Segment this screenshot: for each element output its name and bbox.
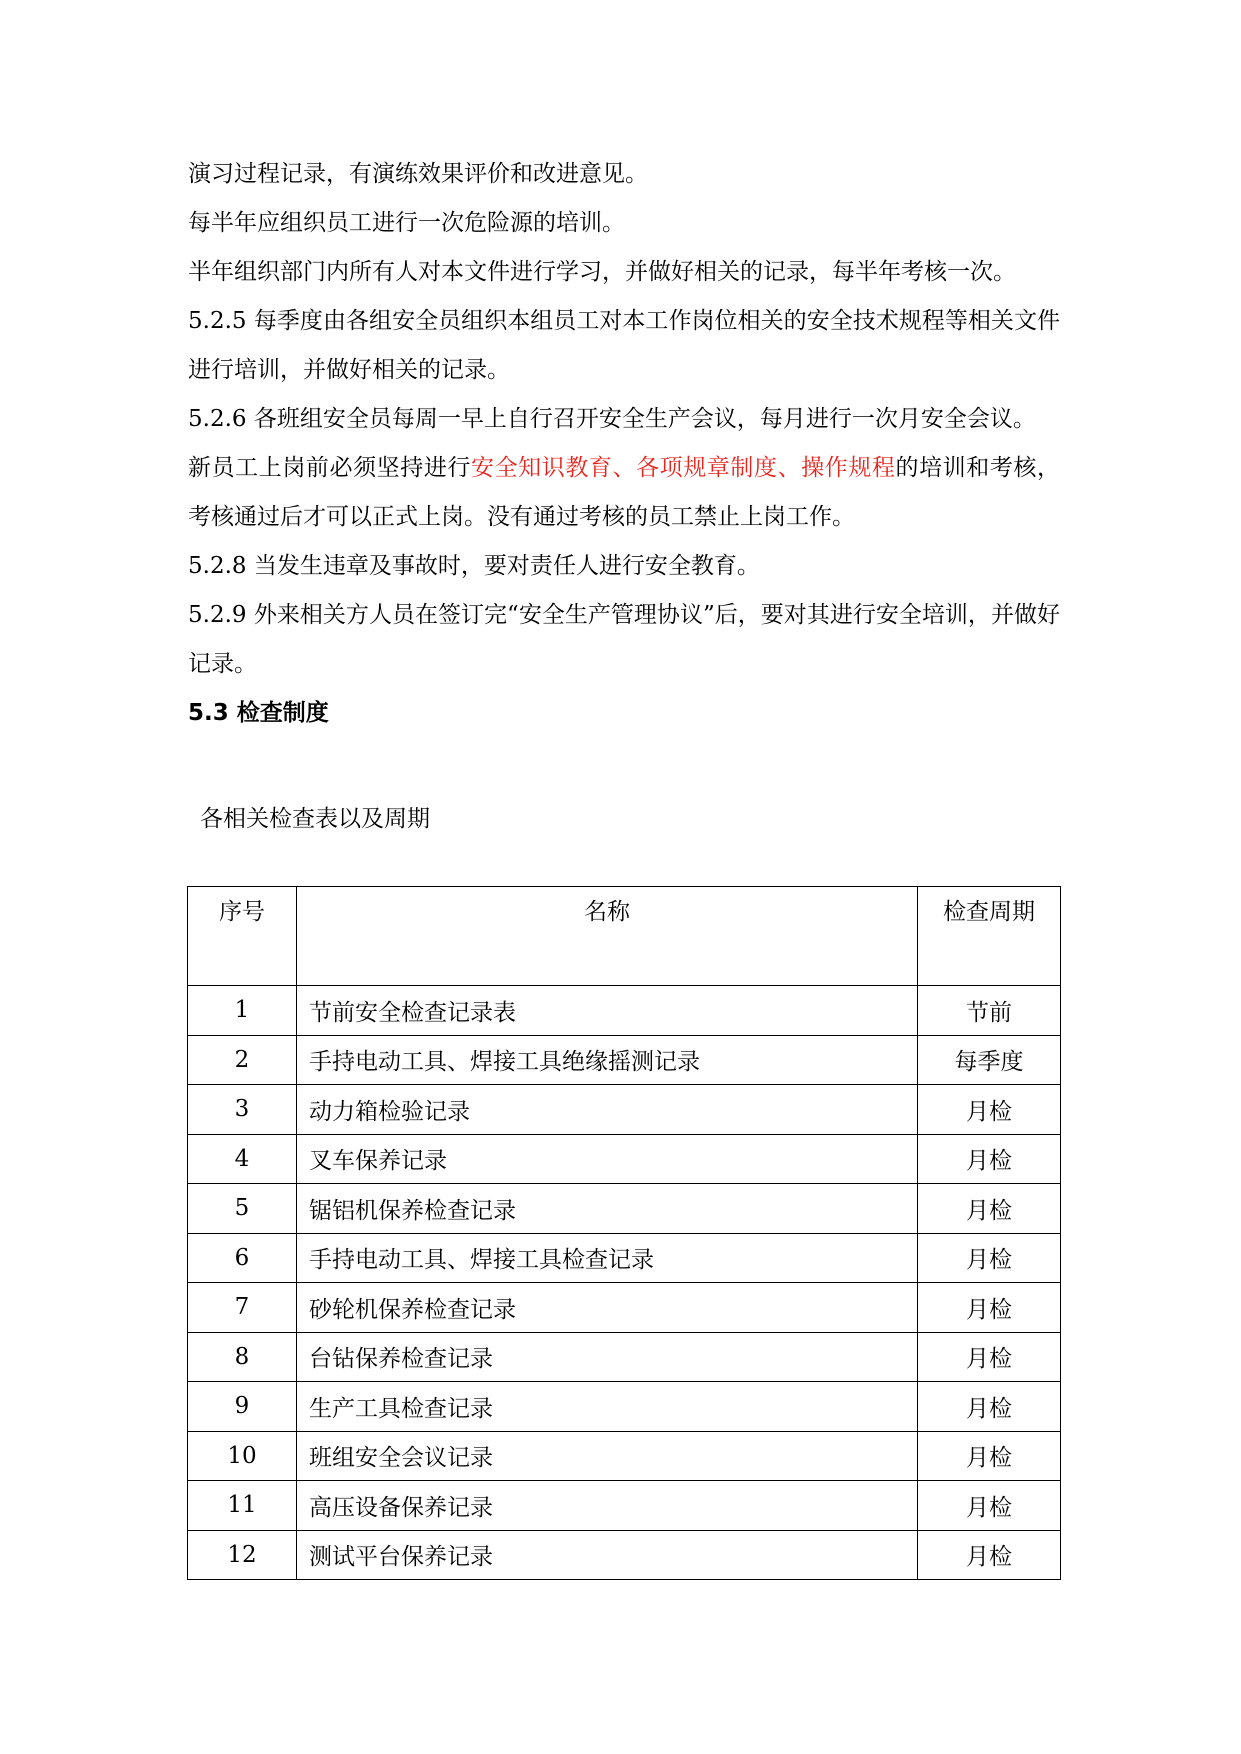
- table-row: [188, 1233, 1061, 1283]
- paragraph-half-year-study: 半年组织部门内所有人对本文件进行学习，并做好相关的记录，每半年考核一次。: [188, 259, 1016, 285]
- table-row: [188, 1431, 1061, 1481]
- cell-no: 8: [188, 1332, 297, 1382]
- cell-no: 12: [188, 1530, 297, 1580]
- cell-no: 11: [188, 1481, 297, 1531]
- table-row: [188, 1481, 1061, 1531]
- table-row: [188, 1184, 1061, 1234]
- paragraph-5-2-8: 5.2.8 当发生违章及事故时，要对责任人进行安全教育。: [188, 553, 760, 579]
- cell-period: 月检: [918, 1233, 1061, 1283]
- table-row: [188, 1085, 1061, 1135]
- header-name: 名称: [297, 887, 918, 986]
- cell-name: 高压设备保养记录: [297, 1481, 918, 1531]
- cell-name: 叉车保养记录: [297, 1134, 918, 1184]
- cell-period: 月检: [918, 1481, 1061, 1531]
- cell-name: 班组安全会议记录: [297, 1431, 918, 1481]
- cell-period: 节前: [918, 986, 1061, 1036]
- cell-period: 月检: [918, 1382, 1061, 1432]
- table-row: [188, 1283, 1061, 1333]
- cell-no: 7: [188, 1283, 297, 1333]
- paragraph-drill-record: 演习过程记录，有演练效果评价和改进意见。: [188, 161, 648, 187]
- table-header-row: [188, 887, 1061, 986]
- cell-no: 9: [188, 1382, 297, 1432]
- cell-period: 月检: [918, 1530, 1061, 1580]
- cell-name: 台钻保养检查记录: [297, 1332, 918, 1382]
- cell-period: 每季度: [918, 1035, 1061, 1085]
- cell-period: 月检: [918, 1283, 1061, 1333]
- table-row: [188, 1035, 1061, 1085]
- cell-name: 手持电动工具、焊接工具绝缘摇测记录: [297, 1035, 918, 1085]
- cell-no: 1: [188, 986, 297, 1036]
- paragraph-5-2-5: 5.2.5 每季度由各组安全员组织本组员工对本工作岗位相关的安全技术规程等相关文件进行培训，并做好相关的记录。: [188, 308, 1060, 383]
- header-period: 检查周期: [918, 887, 1061, 986]
- new-staff-before: 新员工上岗前必须坚持进行: [188, 455, 471, 481]
- cell-no: 6: [188, 1233, 297, 1283]
- cell-no: 4: [188, 1134, 297, 1184]
- cell-period: 月检: [918, 1085, 1061, 1135]
- table-row: [188, 986, 1061, 1036]
- cell-no: 5: [188, 1184, 297, 1234]
- document-body: [188, 150, 1060, 834]
- header-no: 序号: [188, 887, 297, 986]
- cell-period: 月检: [918, 1184, 1061, 1234]
- cell-name: 手持电动工具、焊接工具检查记录: [297, 1233, 918, 1283]
- paragraph-new-staff: [188, 444, 1060, 542]
- new-staff-highlight: 安全知识教育、各项规章制度、操作规程: [471, 455, 896, 481]
- paragraph-5-2-9: 5.2.9 外来相关方人员在签订完“安全生产管理协议”后，要对其进行安全培训，并做好记录。: [188, 602, 1060, 677]
- cell-period: 月检: [918, 1134, 1061, 1184]
- table-row: [188, 1332, 1061, 1382]
- cell-no: 3: [188, 1085, 297, 1135]
- cell-name: 生产工具检查记录: [297, 1382, 918, 1432]
- cell-name: 锯铝机保养检查记录: [297, 1184, 918, 1234]
- paragraph-hazard-training: 每半年应组织员工进行一次危险源的培训。: [188, 210, 625, 236]
- cell-name: 节前安全检查记录表: [297, 986, 918, 1036]
- cell-no: 10: [188, 1431, 297, 1481]
- cell-period: 月检: [918, 1332, 1061, 1382]
- cell-name: 动力箱检验记录: [297, 1085, 918, 1135]
- table-row: [188, 1382, 1061, 1432]
- table-caption: 各相关检查表以及周期: [200, 806, 430, 832]
- cell-period: 月检: [918, 1431, 1061, 1481]
- paragraph-5-2-6: 5.2.6 各班组安全员每周一早上自行召开安全生产会议，每月进行一次月安全会议。: [188, 406, 1036, 432]
- table-row: [188, 1134, 1061, 1184]
- cell-no: 2: [188, 1035, 297, 1085]
- new-staff-after: 的培训和考核，考核通过后才可以正式上岗。没有通过考核的员工禁止上岗工作。: [188, 455, 1061, 530]
- cell-name: 测试平台保养记录: [297, 1530, 918, 1580]
- inspection-table: [187, 886, 1061, 1580]
- table-row: [188, 1530, 1061, 1580]
- section-title: 5.3 检查制度: [188, 700, 329, 726]
- cell-name: 砂轮机保养检查记录: [297, 1283, 918, 1333]
